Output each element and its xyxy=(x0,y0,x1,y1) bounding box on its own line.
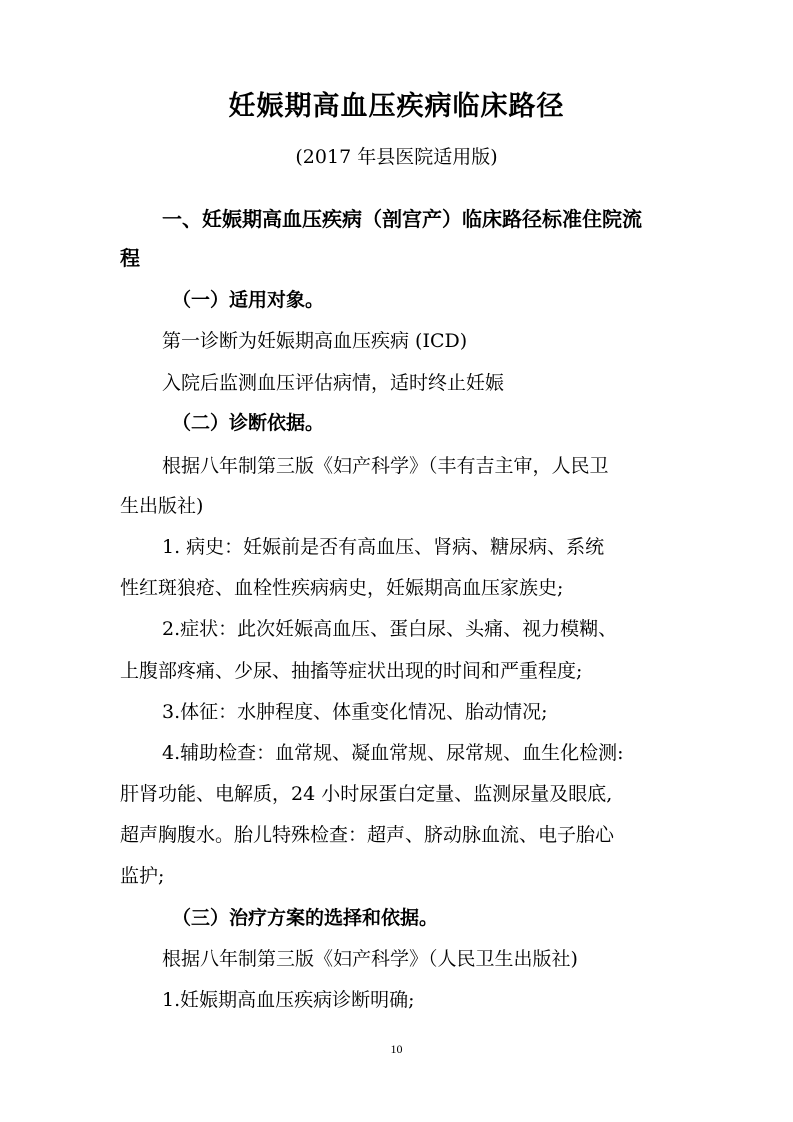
item4-line2: 肝肾功能、电解质，24 小时尿蛋白定量、监测尿量及眼底, xyxy=(120,783,613,805)
item2-line1: 2.症状：此次妊娠高血压、蛋白尿、头痛、视力模糊、 xyxy=(162,618,618,640)
item1-line1: 1. 病史：妊娠前是否有高血压、肾病、糖尿病、系统 xyxy=(162,536,605,558)
item4-line3: 超声胸腹水。胎儿特殊检查：超声、脐动脉血流、电子胎心 xyxy=(120,824,615,846)
item3-line1: 3.体征：水肿程度、体重变化情况、胎动情况; xyxy=(162,701,548,723)
item4-line4: 监护; xyxy=(120,865,165,887)
subsection3-heading: （三）治疗方案的选择和依据。 xyxy=(172,907,439,929)
subsection1-heading: （一）适用对象。 xyxy=(172,289,325,311)
item2-line2: 上腹部疼痛、少尿、抽搐等症状出现的时间和严重程度; xyxy=(120,660,583,682)
subsection1-line2: 入院后监测血压评估病情，适时终止妊娠 xyxy=(162,372,505,394)
subsection3-item1: 1.妊娠期高血压疾病诊断明确; xyxy=(162,989,415,1011)
subsection3-basis-line1: 根据八年制第三版《妇产科学》（人民卫生出版社) xyxy=(162,948,578,970)
item1-line2: 性红斑狼疮、血栓性疾病病史，妊娠期高血压家族史; xyxy=(120,577,564,599)
page-number: 10 xyxy=(390,1042,403,1056)
section1-heading-line2: 程 xyxy=(120,246,140,270)
section1-heading-line1: 一、妊娠期高血压疾病（剖宫产）临床路径标准住院流 xyxy=(162,207,642,231)
subsection2-heading: （二）诊断依据。 xyxy=(172,412,325,434)
item4-line1: 4.辅助检查：血常规、凝血常规、尿常规、血生化检测: xyxy=(162,742,624,764)
subsection1-line1: 第一诊断为妊娠期高血压疾病 (ICD) xyxy=(162,330,468,352)
subsection2-basis-line2: 生出版社) xyxy=(120,495,204,517)
page-title: 妊娠期高血压疾病临床路径 xyxy=(228,91,565,122)
page-subtitle: (2017 年县医院适用版) xyxy=(295,146,498,168)
subsection2-basis-line1: 根据八年制第三版《妇产科学》（丰有吉主审，人民卫 xyxy=(162,455,609,477)
